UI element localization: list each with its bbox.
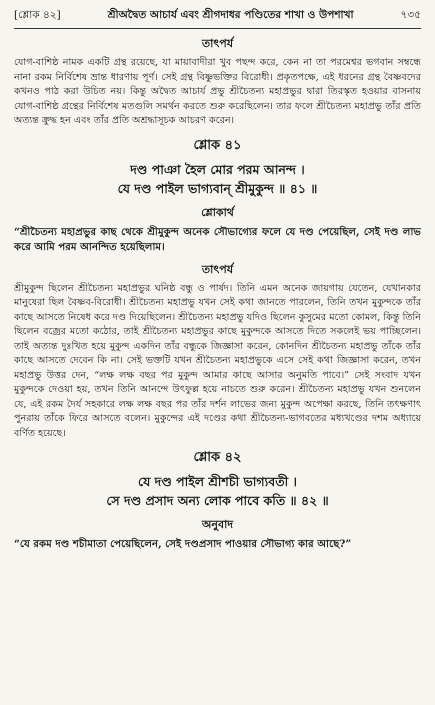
translation-heading: শ্লোকার্থ	[201, 205, 234, 219]
translation-text: “যে রকম দণ্ড শচীমাতা পেয়েছিলেন, সেই দণ্ডপ্রসাদ পাওয়ার সৌভাগ্য কার আছে?”	[14, 538, 352, 550]
purport-text: যোগ-বাশিষ্ঠ নামক একটি গ্রন্থ রয়েছে, যা মায়াবাদীরা খুব পছন্দ করে, কেন না তা পরমেশ্বর ভগবান সম্বন্ধে নানা রকম নির্বিশেষ ভ্রান্ত ধারণায় পূর্ণ। সেই গ্রন্থ বিষ্ণুভক্তির বিরোধী। প্রকৃতপক্ষে, এই ধরনের গ্রন্থ বৈষ্ণবদের কখনও পাঠ করা উচিত নয়। কিন্তু অদ্বৈত আচার্য প্রভু শ্রীচৈতন্য মহাপ্রভুর দ্বারা তিরস্কৃত হওয়ার বাসনায় যোগ-বাশিষ্ঠ গ্রন্থের নির্বিশেষ মতগুলি সমর্থন করতে শুরু করেছিলেন। তার ফলে শ্রীচৈতন্য মহাপ্রভু তাঁর প্রতি অত্যন্ত ক্রুদ্ধ হন এবং তাঁর প্রতি অশ্রদ্ধাসূচক আচরণ করেন।	[14, 57, 421, 126]
verse-line: যে দণ্ড পাইল ভাগ্যবান্ শ্রীমুকুন্দ ॥ ৪১ ॥	[117, 180, 318, 196]
purport-text: শ্রীমুকুন্দ ছিলেন শ্রীচৈতন্য মহাপ্রভুর ঘনিষ্ঠ বন্ধু ও পার্ষদ। তিনি এমন অনেক জায়গায় যেতেন, যেখানকার মানুষেরা ছিল বৈষ্ণব-বিরোধী। শ্রীচৈতন্য মহাপ্রভু যখন সেই কথা জানতে পারলেন, তিনি তখন মুকুন্দকে তাঁর কাছে আসতে নিষেধ করে দণ্ড দিয়েছিলেন। শ্রীচৈতন্য মহাপ্রভু যদিও ছিলেন কুসুমের মতো কোমল, কিন্তু তিনি ছিলেন বজ্রের মতো কঠোর, তাই শ্রীচৈতন্য মহাপ্রভুর কাছে মুকুন্দকে আসতে দিতে সকলেই ভয় পাচ্ছিলেন। তাই অত্যন্ত দুঃখিত হয়ে মুকুন্দ একদিন তাঁর বন্ধুকে জিজ্ঞাসা করেন, কোনদিন শ্রীচৈতন্য মহাপ্রভু তাঁকে তাঁর কাছে আসতে দেবেন কি না। সেই ভক্তটি যখন শ্রীচৈতন্য মহাপ্রভুকে এসে সেই কথা জিজ্ঞাসা করেন, তখন মহাপ্রভু উত্তর দেন, “লক্ষ লক্ষ বছর পর মুকুন্দ আমার কাছে আসার অনুমতি পাবে।” সেই সংবাদ যখন মুকুন্দকে দেওয়া হয়, তখন তিনি আনন্দে উৎফুল্ল হয়ে নাচতে শুরু করেন। শ্রীচৈতন্য মহাপ্রভু যখন শুনলেন যে, এই রকম দৈর্য সহকারে লক্ষ লক্ষ বছর পর তাঁর দর্শন লাভের জন্য মুকুন্দ অপেক্ষা করছে, তিনি তৎক্ষণাৎ পুনরায় তাঁকে ফিরে আসতে বলেন। মুকুন্দের এই দণ্ডের কথা শ্রীচৈতন্য-ভাগবতের মধ্যখণ্ডের দশম অধ্যায়ে বর্ণিত হয়েছে।	[14, 282, 421, 439]
header-verse-ref: [শ্লোক ৪২]	[14, 9, 61, 21]
translation-heading: অনুবাদ	[201, 518, 234, 531]
verse-title: শ্লোক ৪২	[193, 450, 242, 465]
purport-heading: তাৎপর্য	[201, 262, 234, 276]
page-number: ৭৩৫	[400, 9, 421, 21]
translation-text: “শ্রীচৈতন্য মহাপ্রভুর কাছ থেকে শ্রীমুকুন্দ অনেক সৌভাগ্যের ফলে যে দণ্ড পেয়েছিল, সেই দণ্ড লাভ করে আমি পরম আনন্দিত হয়েছিলাম।	[14, 225, 421, 253]
verse-title: শ্লোক ৪১	[193, 137, 242, 153]
header-chapter-title: শ্রীঅদ্বৈত আচার্য এবং শ্রীগদাধর পণ্ডিতের শাখা ও উপশাখা	[107, 9, 354, 21]
purport-heading: তাৎপর্য	[201, 37, 234, 50]
verse-line: সে দণ্ড প্রসাদ অন্য লোক পাবে কতি ॥ ৪২ ॥	[106, 493, 329, 508]
verse-line: দণ্ড পাঞা হৈল মোর পরম আনন্দ ।	[130, 161, 305, 177]
page-header	[14, 8, 421, 29]
verse-line: যে দণ্ড পাইল শ্রীশচী ভাগ্যবতী ।	[138, 474, 297, 489]
